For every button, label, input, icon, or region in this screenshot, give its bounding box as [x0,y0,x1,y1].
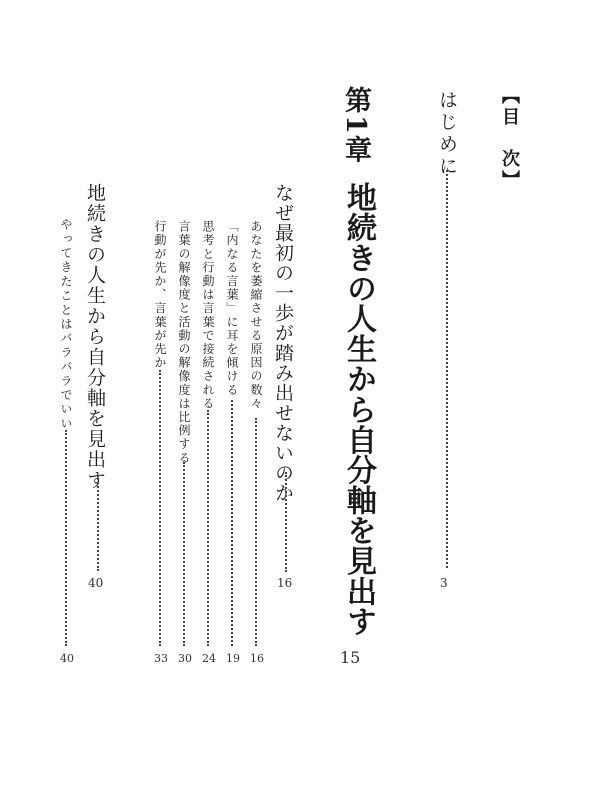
toc-item-1-5[interactable]: 行動が先か、言葉が先か [153,220,167,370]
toc-page-1-1: 16 [250,652,264,665]
section-title-2[interactable]: 地続きの人生から自分軸を見出す [84,183,106,491]
section-leader-1 [285,472,287,572]
toc-item-1-4[interactable]: 言葉の解像度と活動の解像度は比例する [177,220,191,465]
toc-leader-1-3 [207,410,209,646]
toc-page-1-5: 33 [154,652,168,665]
toc-heading: 【目 次】 [499,86,520,191]
toc-page-1-2: 19 [226,652,240,665]
section-leader-2 [97,475,99,571]
toc-leader-1-1 [255,418,257,646]
toc-leader-1-4 [183,462,185,646]
chapter-label: 第1章 [340,86,371,165]
toc-item-1-2[interactable]: 「内なる言葉」に耳を傾ける [225,220,239,397]
toc-page-1-4: 30 [178,652,192,665]
chapter-page: 15 [340,648,361,667]
toc-page-2-1: 40 [60,652,74,665]
toc-page-intro: 3 [440,576,448,590]
toc-item-1-1[interactable]: あなたを萎縮させる原因の数々 [249,220,263,411]
toc-leader-2-1 [65,430,67,646]
toc-page-1-3: 24 [202,652,216,665]
toc-item-2-1[interactable]: やってきたことはバラバラでいい [59,218,73,431]
section-title-1[interactable]: なぜ最初の一歩が踏み出せないのか [272,183,294,503]
toc-leader-1-5 [159,370,161,646]
section-page-2: 40 [88,576,104,590]
toc-leader-intro [446,170,448,568]
toc-leader-1-2 [231,400,233,646]
section-page-1: 16 [277,576,293,590]
chapter-title[interactable]: 地続きの人生から自分軸を見出す [341,182,376,637]
toc-entry-intro[interactable]: はじめに [436,90,458,178]
toc-item-1-3[interactable]: 思考と行動は言葉で接続される [201,220,215,411]
